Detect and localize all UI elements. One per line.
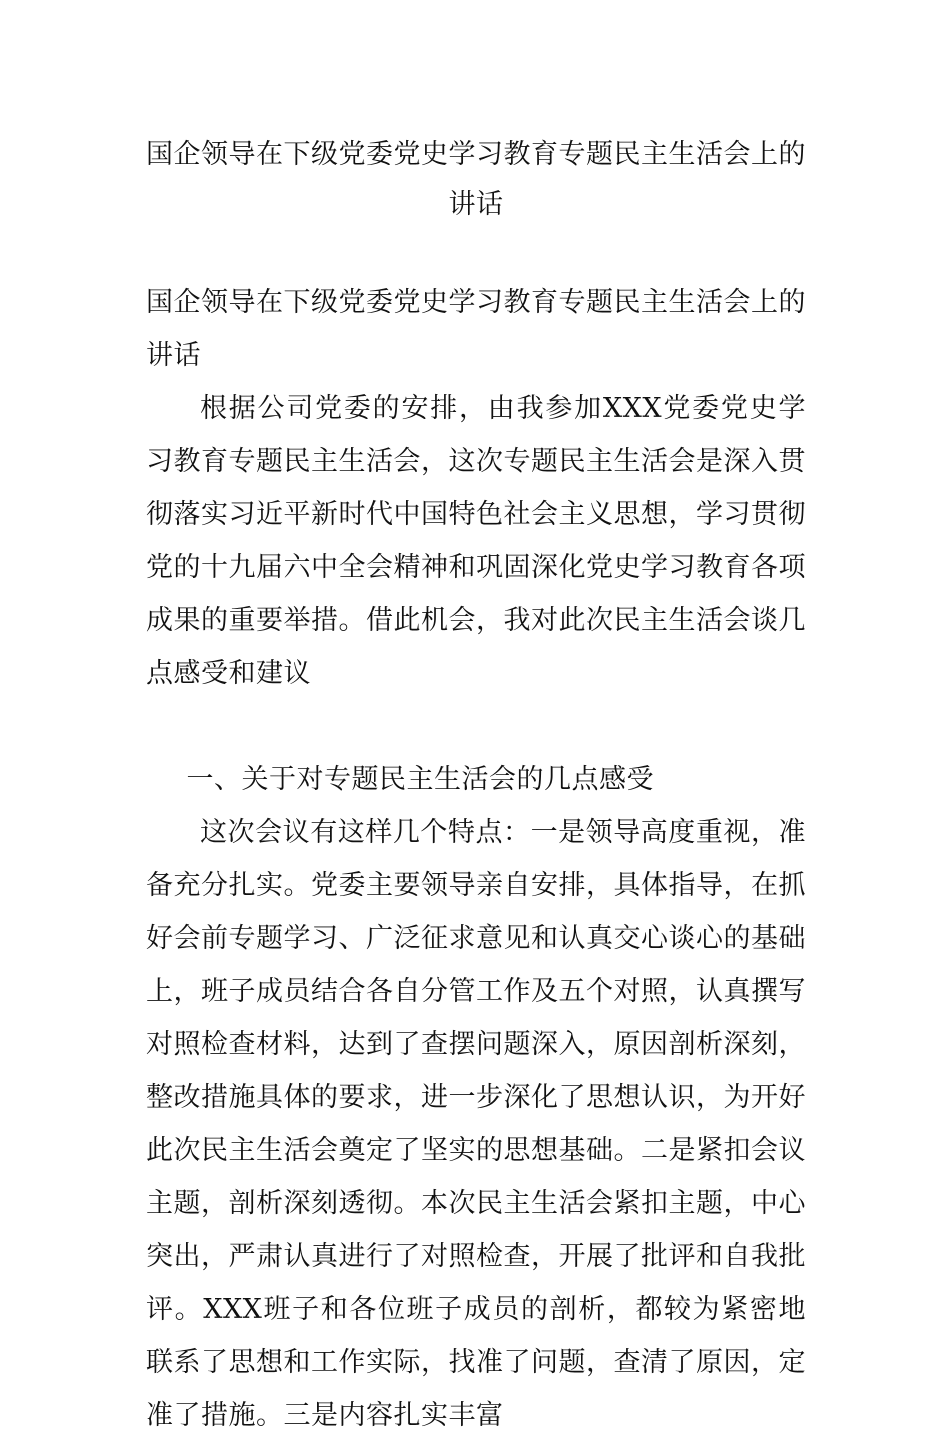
section-paragraph: 这次会议有这样几个特点：一是领导高度重视，准备充分扎实。党委主要领导亲自安排，具体指导，在抓好会前专题学习、广泛征求意见和认真交心谈心的基础上，班子成员结合各自分管工作及五个对照，认真撰写对照检查材料，达到了查摆问题深入，原因剖析深刻，整改措施具体的要求，进一步深化了思想认识，为开好此次民主生活会奠定了坚实的思想基础。二是紧扣会议主题，剖析深刻透彻。本次民主生活会紧扣主题，中心突出，严肃认真进行了对照检查，开展了批评和自我批评。XXX班子和各位班子成员的剖析，都较为紧密地联系了思想和工作实际，找准了问题，查清了原因，定准了措施。三是内容扎实丰富 xyxy=(146,817,806,1431)
document-body xyxy=(146,276,806,1442)
document-subtitle: 国企领导在下级党委党史学习教育专题民主生活会上的讲话 xyxy=(146,287,806,371)
intro-paragraph: 根据公司党委的安排，由我参加XXX党委党史学习教育专题民主生活会，这次专题民主生活会是深入贯彻落实习近平新时代中国特色社会主义思想，学习贯彻党的十九届六中全会精神和巩固深化党史学习教育各项成果的重要举措。借此机会，我对此次民主生活会谈几点感受和建议 xyxy=(146,393,806,689)
document-title: 国企领导在下级党委党史学习教育专题民主生活会上的讲话 xyxy=(146,139,806,220)
paragraph-spacer xyxy=(146,700,806,753)
section-heading: 一、关于对专题民主生活会的几点感受 xyxy=(186,764,654,795)
